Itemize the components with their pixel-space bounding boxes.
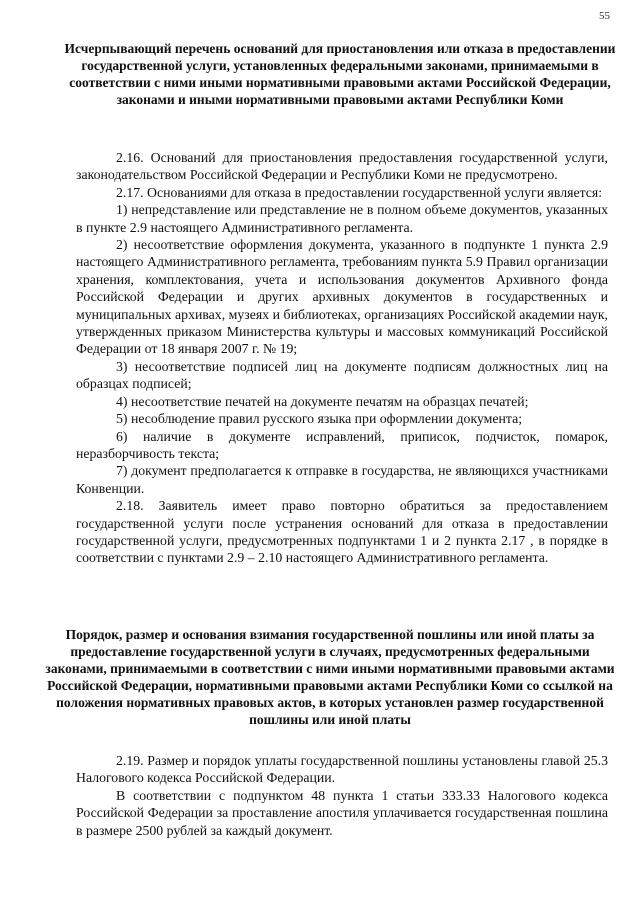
page-number: 55 bbox=[599, 10, 610, 22]
section-heading-state-fee: Порядок, размер и основания взимания государственной пошлины или иной платы за предоставление государственной услуги в случаях, предусмотренных федеральными законами, принимаемыми в соответствии с ними иными нормативными правовыми актами Российской Федерации, нормативными правовыми актами Республики Коми со ссылкой на положения нормативных правовых актов, в которых установлен размер государственной пошлины или иной платы bbox=[45, 627, 615, 727]
paragraph-fee-amount: В соответствии с подпунктом 48 пункта 1 статьи 333.33 Налогового кодекса Российской Федерации за проставление апостиля уплачивается государственная пошлина в размере 2500 рублей за каждый документ. bbox=[76, 787, 608, 838]
list-item-5: 5) несоблюдение правил русского языка при оформлении документа; bbox=[116, 411, 523, 427]
paragraph-2-19: 2.19. Размер и порядок уплаты государственной пошлины установлены главой 25.3 Налогового кодекса Российской Федерации. bbox=[76, 753, 608, 786]
paragraph-2-18: 2.18. Заявитель имеет право повторно обратиться за предоставлением государственной услуги после устранения оснований для отказа в предоставлении государственной услуги, предусмотренных подпунктами 1 и 2 пункта 2.17 , в порядке в соответствии с пунктами 2.9 – 2.10 настоящего Административного регламента. bbox=[76, 498, 608, 566]
paragraph-2-16: 2.16. Оснований для приостановления предоставления государственной услуги, законодательством Российской Федерации и Республики Коми не предусмотрено. bbox=[76, 150, 608, 183]
section-body-grounds bbox=[76, 149, 608, 567]
list-item-1: 1) непредставление или представление не в полном объеме документов, указанных в пункте 2.9 настоящего Административного регламента. bbox=[76, 202, 608, 235]
paragraph-2-17: 2.17. Основаниями для отказа в предоставлении государственной услуги является: bbox=[116, 184, 603, 200]
list-item-6: 6) наличие в документе исправлений, приписок, подчисток, помарок, неразборчивость текста; bbox=[76, 428, 608, 461]
list-item-4: 4) несоответствие печатей на документе печатям на образцах печатей; bbox=[116, 393, 529, 409]
list-item-2: 2) несоответствие оформления документа, указанного в подпункте 1 пункта 2.9 настоящего Административного регламента, требованиям пункта 5.9 Правил организации хранения, комплектования, учета и использования документов Архивного фонда Российской Федерации и других архивных документов в государственных и муниципальных архивах, музеях и библиотеках, организациях Российской академии наук, утвержденных приказом Министерства культуры и массовых коммуникаций Российской Федерации от 18 января 2007 г. № 19; bbox=[76, 237, 608, 357]
section-body-state-fee bbox=[76, 752, 608, 839]
list-item-7: 7) документ предполагается к отправке в государства, не являющихся участниками Конвенции. bbox=[76, 463, 608, 496]
section-heading-grounds-for-refusal: Исчерпывающий перечень оснований для приостановления или отказа в предоставлении государственной услуги, установленных федеральными законами, принимаемыми в соответствии с ними иными нормативными правовыми актами Российской Федерации, законами и иными нормативными правовыми актами Республики Коми bbox=[64, 41, 616, 107]
list-item-3: 3) несоответствие подписей лиц на документе подписям должностных лиц на образцах подписей; bbox=[76, 358, 608, 392]
